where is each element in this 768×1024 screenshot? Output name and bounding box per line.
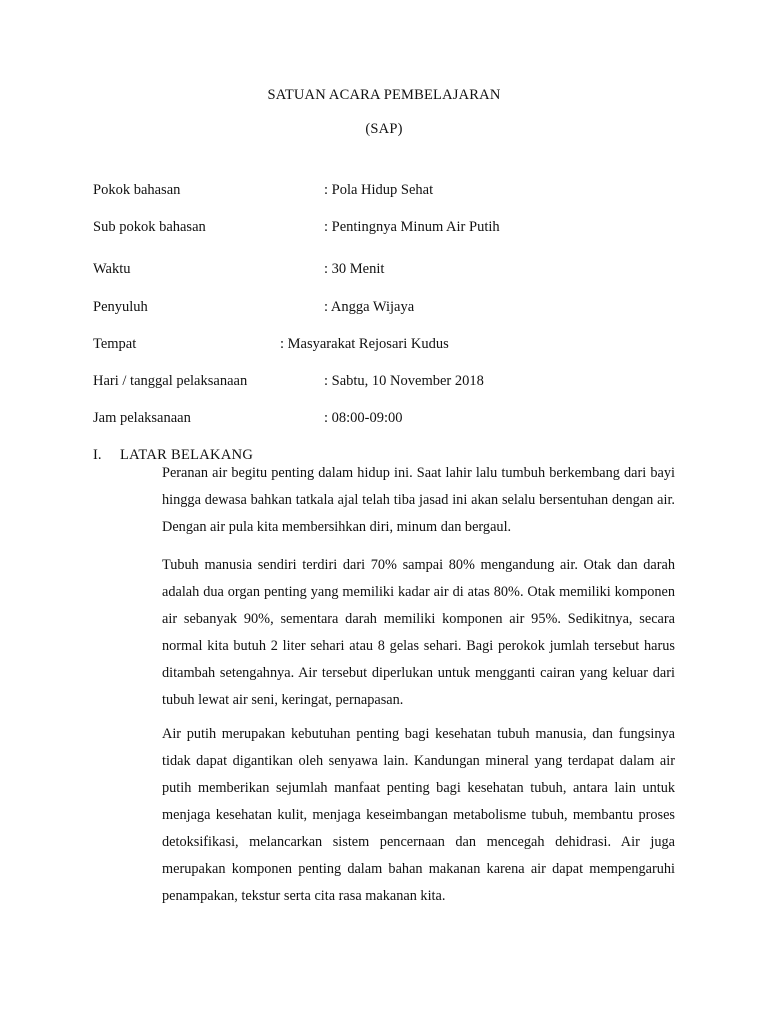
document-title: SATUAN ACARA PEMBELAJARAN [267, 87, 501, 103]
paragraph-tubuh-manusia: Tubuh manusia sendiri terdiri dari 70% sampai 80% mengandung air. Otak dan darah adalah dua organ penting yang memiliki kadar air di atas 80%. Otak memiliki komponen air sebanyak 90%, sementara darah memiliki komponen air 95%. Sedikitnya, secara normal kita butuh 2 liter sehari atau 8 gelas sehari. Bagi perokok jumlah tersebut harus ditambah setengahnya. Air tersebut diperlukan untuk mengganti cairan yang keluar dari tubuh lewat air seni, keringat, pernapasan. [162, 557, 675, 708]
info-value: : Angga Wijaya [324, 299, 415, 315]
info-label: Jam pelaksanaan [93, 410, 191, 426]
section-heading: LATAR BELAKANG [120, 447, 254, 463]
info-value: : Pentingnya Minum Air Putih [324, 219, 500, 235]
info-value: : Pola Hidup Sehat [324, 182, 434, 198]
info-label: Pokok bahasan [93, 182, 181, 198]
info-value: : 08:00-09:00 [324, 410, 403, 426]
info-value: : Masyarakat Rejosari Kudus [280, 336, 449, 352]
info-value: : 30 Menit [324, 261, 385, 277]
info-label: Hari / tanggal pelaksanaan [93, 373, 248, 389]
paragraph-peranan-air: Peranan air begitu penting dalam hidup ini. Saat lahir lalu tumbuh berkembang dari bayi hingga dewasa bahkan tatkala ajal telah tiba jasad ini akan selalu bersentuhan dengan air. Dengan air pula kita membersihkan diri, minum dan bergaul. [162, 465, 675, 535]
info-label: Tempat [93, 336, 137, 352]
info-label: Waktu [93, 261, 131, 277]
document-subtitle: (SAP) [365, 121, 403, 137]
info-label: Penyuluh [93, 299, 148, 315]
info-label: Sub pokok bahasan [93, 219, 206, 235]
section-number: I. [93, 447, 102, 463]
paragraph-air-putih: Air putih merupakan kebutuhan penting bagi kesehatan tubuh manusia, dan fungsinya tidak dapat digantikan oleh senyawa lain. Kandungan mineral yang terdapat dalam air putih memberikan sejumlah manfaat penting bagi kesehatan tubuh, antara lain untuk menjaga kesehatan kulit, menjaga keseimbangan metabolisme tubuh, membantu proses detoksifikasi, melancarkan sistem pencernaan dan mencegah dehidrasi. Air juga merupakan komponen penting dalam bahan makanan karena air dapat mempengaruhi penampakan, tekstur serta cita rasa makanan kita. [162, 726, 675, 904]
info-value: : Sabtu, 10 November 2018 [324, 373, 484, 389]
